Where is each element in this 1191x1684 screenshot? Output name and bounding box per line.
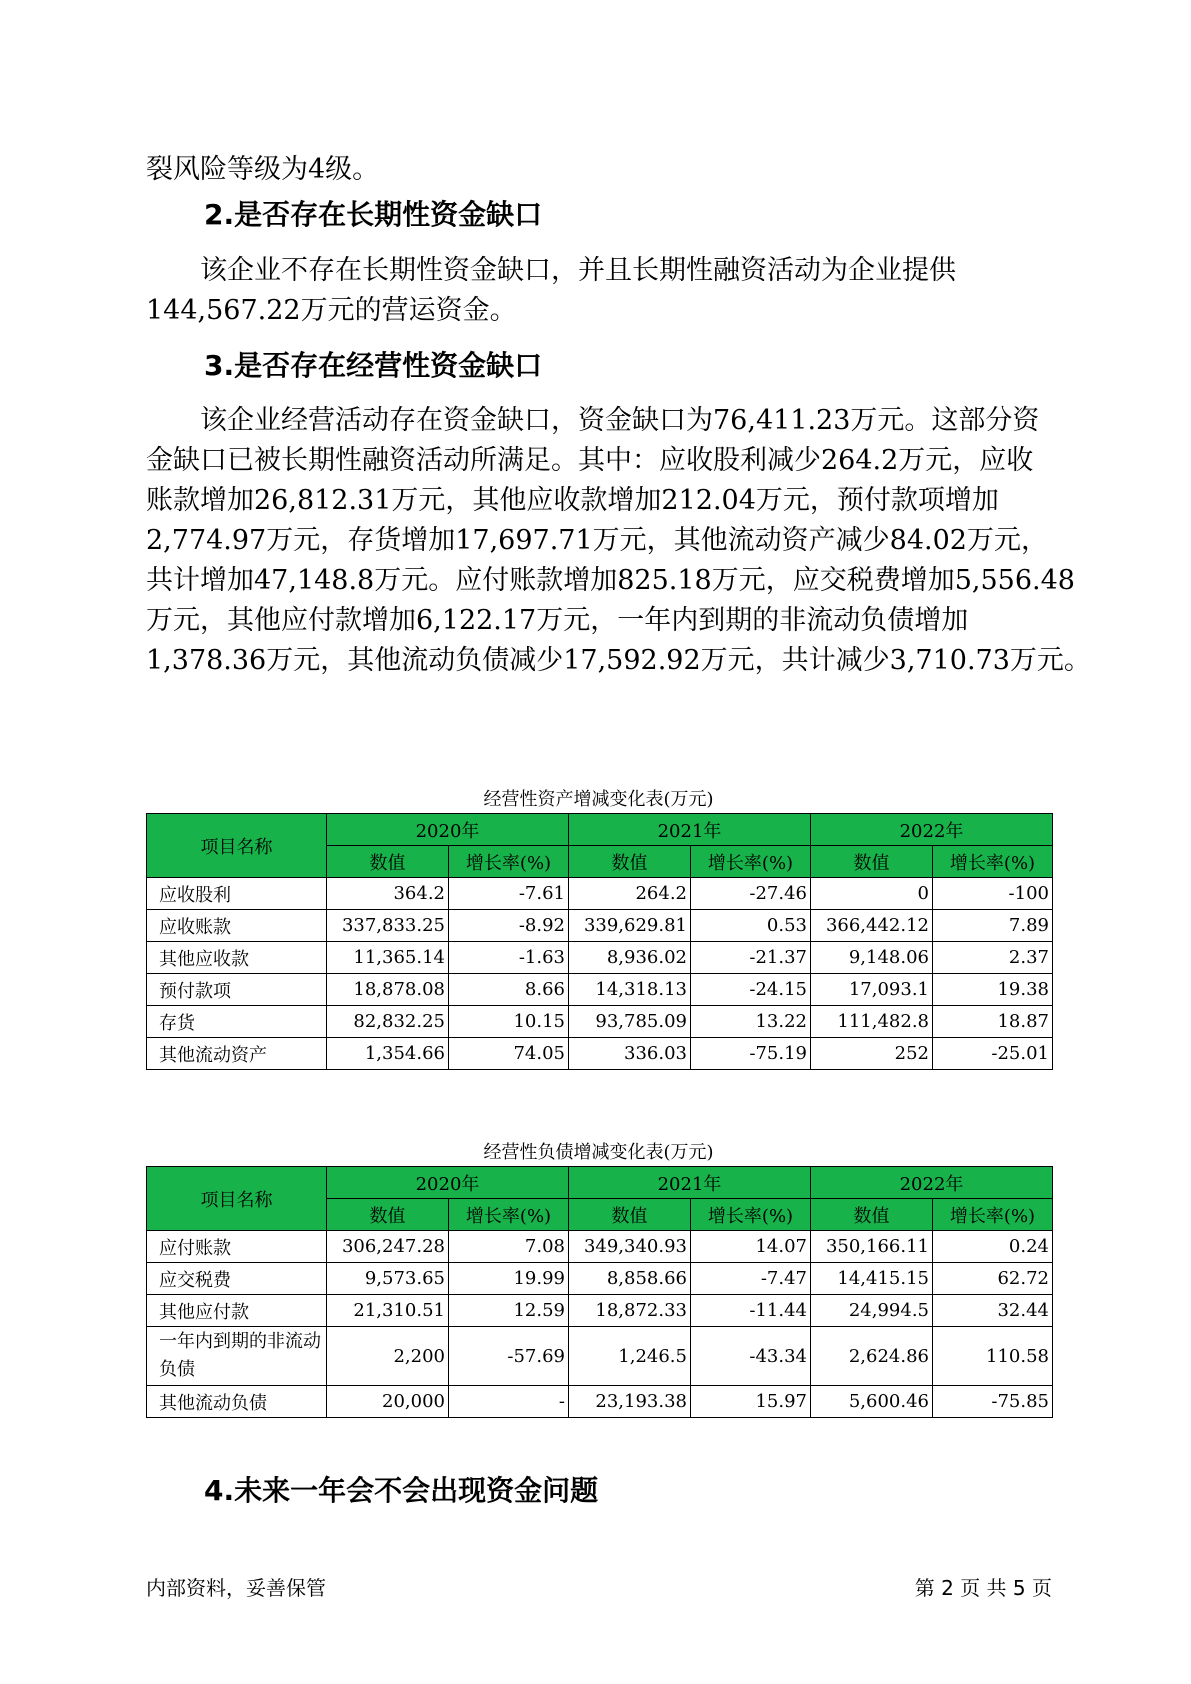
table-row	[147, 1327, 1053, 1386]
cell-value: 82,832.25	[327, 1006, 449, 1038]
section3-line: 共计增加47,148.8万元。应付账款增加825.18万元，应交税费增加5,556.48	[146, 565, 1075, 596]
cell-value: 2,624.86	[811, 1327, 933, 1386]
section3-line: 万元，其他应付款增加6,122.17万元，一年内到期的非流动负债增加	[146, 605, 969, 636]
cell-rate: 62.72	[933, 1263, 1053, 1295]
table-row	[147, 1386, 1053, 1418]
section3-line: 该企业经营活动存在资金缺口，资金缺口为76,411.23万元。这部分资	[200, 405, 1040, 436]
section3-line: 1,378.36万元，其他流动负债减少17,592.92万元，共计减少3,710.73万元。	[146, 645, 1091, 676]
cell-value: 9,148.06	[811, 942, 933, 974]
year-header: 2022年	[811, 1167, 1053, 1199]
cell-rate: 0.24	[933, 1231, 1053, 1263]
cell-rate: -7.61	[449, 878, 569, 910]
cell-value: 17,093.1	[811, 974, 933, 1006]
cell-value: 264.2	[569, 878, 691, 910]
cell-value: 8,858.66	[569, 1263, 691, 1295]
liability-table	[146, 1166, 1053, 1418]
cell-rate: 7.89	[933, 910, 1053, 942]
rate-header: 增长率(%)	[691, 1199, 811, 1231]
table-row	[147, 1006, 1053, 1038]
row-name: 其他流动负债	[147, 1386, 327, 1418]
year-header: 2020年	[327, 814, 569, 846]
cell-rate: 7.08	[449, 1231, 569, 1263]
value-header: 数值	[569, 846, 691, 878]
row-name: 其他流动资产	[147, 1038, 327, 1070]
cell-value: 306,247.28	[327, 1231, 449, 1263]
cell-value: 364.2	[327, 878, 449, 910]
cell-rate: -43.34	[691, 1327, 811, 1386]
rate-header: 增长率(%)	[691, 846, 811, 878]
cell-value: 111,482.8	[811, 1006, 933, 1038]
cell-value: 350,166.11	[811, 1231, 933, 1263]
cell-rate: 74.05	[449, 1038, 569, 1070]
section3-heading: 3.是否存在经营性资金缺口	[204, 349, 543, 382]
cell-value: 20,000	[327, 1386, 449, 1418]
section2-heading: 2.是否存在长期性资金缺口	[204, 198, 543, 231]
row-name: 应交税费	[147, 1263, 327, 1295]
cell-rate: 15.97	[691, 1386, 811, 1418]
cell-value: 337,833.25	[327, 910, 449, 942]
cell-rate: -25.01	[933, 1038, 1053, 1070]
cell-rate: 0.53	[691, 910, 811, 942]
cell-rate: -7.47	[691, 1263, 811, 1295]
cell-value: 93,785.09	[569, 1006, 691, 1038]
cell-value: 1,354.66	[327, 1038, 449, 1070]
cell-rate: 18.87	[933, 1006, 1053, 1038]
section2-paragraph	[146, 251, 1051, 331]
cell-rate: -24.15	[691, 974, 811, 1006]
cell-rate: -100	[933, 878, 1053, 910]
rate-header: 增长率(%)	[449, 1199, 569, 1231]
cell-value: 0	[811, 878, 933, 910]
cell-value: 11,365.14	[327, 942, 449, 974]
value-header: 数值	[811, 846, 933, 878]
value-header: 数值	[811, 1199, 933, 1231]
cell-rate: 14.07	[691, 1231, 811, 1263]
table-row	[147, 942, 1053, 974]
cell-value: 18,878.08	[327, 974, 449, 1006]
cell-value: 14,318.13	[569, 974, 691, 1006]
rate-header: 增长率(%)	[933, 1199, 1053, 1231]
row-name: 应付账款	[147, 1231, 327, 1263]
cell-rate: 2.37	[933, 942, 1053, 974]
section2-line: 该企业不存在长期性资金缺口，并且长期性融资活动为企业提供	[200, 255, 956, 286]
cell-value: 14,415.15	[811, 1263, 933, 1295]
row-name: 应收股利	[147, 878, 327, 910]
footer-confidential-note: 内部资料，妥善保管	[146, 1576, 326, 1600]
asset-table-caption: 经营性资产增减变化表(万元)	[483, 789, 714, 810]
row-name: 存货	[147, 1006, 327, 1038]
cell-value: 21,310.51	[327, 1295, 449, 1327]
cell-rate: -11.44	[691, 1295, 811, 1327]
cell-value: 2,200	[327, 1327, 449, 1386]
cell-rate: -	[449, 1386, 569, 1418]
row-name: 一年内到期的非流动负债	[147, 1327, 327, 1386]
cell-rate: -75.19	[691, 1038, 811, 1070]
table-row	[147, 910, 1053, 942]
section3-line: 账款增加26,812.31万元，其他应收款增加212.04万元，预付款项增加	[146, 485, 999, 516]
table-header-row	[147, 1167, 1053, 1199]
cell-value: 23,193.38	[569, 1386, 691, 1418]
cell-value: 349,340.93	[569, 1231, 691, 1263]
name-header: 项目名称	[147, 1167, 327, 1231]
cell-rate: 10.15	[449, 1006, 569, 1038]
table-row	[147, 1295, 1053, 1327]
value-header: 数值	[327, 846, 449, 878]
row-name: 其他应收款	[147, 942, 327, 974]
section3-paragraph	[146, 401, 1091, 681]
cell-rate: 19.38	[933, 974, 1053, 1006]
year-header: 2022年	[811, 814, 1053, 846]
cell-value: 336.03	[569, 1038, 691, 1070]
table-row	[147, 1038, 1053, 1070]
year-header: 2021年	[569, 814, 811, 846]
cell-value: 9,573.65	[327, 1263, 449, 1295]
footer-page-number: 第 2 页 共 5 页	[914, 1576, 1052, 1600]
cell-value: 339,629.81	[569, 910, 691, 942]
cell-rate: 110.58	[933, 1327, 1053, 1386]
cell-value: 18,872.33	[569, 1295, 691, 1327]
cell-rate: 12.59	[449, 1295, 569, 1327]
cell-value: 366,442.12	[811, 910, 933, 942]
cell-value: 1,246.5	[569, 1327, 691, 1386]
rate-header: 增长率(%)	[933, 846, 1053, 878]
cell-rate: 8.66	[449, 974, 569, 1006]
cell-rate: -21.37	[691, 942, 811, 974]
cell-rate: 19.99	[449, 1263, 569, 1295]
cell-rate: -75.85	[933, 1386, 1053, 1418]
year-header: 2021年	[569, 1167, 811, 1199]
table-row	[147, 1231, 1053, 1263]
rate-header: 增长率(%)	[449, 846, 569, 878]
table-row	[147, 878, 1053, 910]
cell-rate: -8.92	[449, 910, 569, 942]
cell-value: 252	[811, 1038, 933, 1070]
row-name: 应收账款	[147, 910, 327, 942]
asset-table	[146, 813, 1053, 1070]
section4-heading: 4.未来一年会不会出现资金问题	[204, 1474, 599, 1507]
value-header: 数值	[327, 1199, 449, 1231]
section3-line: 2,774.97万元，存货增加17,697.71万元，其他流动资产减少84.02万元，	[146, 525, 1048, 556]
row-name: 其他应付款	[147, 1295, 327, 1327]
table-row	[147, 974, 1053, 1006]
cell-value: 5,600.46	[811, 1386, 933, 1418]
intro-paragraph	[146, 150, 1051, 190]
name-header: 项目名称	[147, 814, 327, 878]
liability-table-caption: 经营性负债增减变化表(万元)	[483, 1142, 714, 1163]
cell-value: 24,994.5	[811, 1295, 933, 1327]
cell-rate: -27.46	[691, 878, 811, 910]
row-name: 预付款项	[147, 974, 327, 1006]
intro-line: 裂风险等级为4级。	[146, 154, 380, 185]
cell-rate: -1.63	[449, 942, 569, 974]
value-header: 数值	[569, 1199, 691, 1231]
section3-line: 金缺口已被长期性融资活动所满足。其中：应收股利减少264.2万元，应收	[146, 445, 1034, 476]
cell-rate: 32.44	[933, 1295, 1053, 1327]
cell-rate: -57.69	[449, 1327, 569, 1386]
section2-line: 144,567.22万元的营运资金。	[146, 295, 517, 326]
year-header: 2020年	[327, 1167, 569, 1199]
table-row	[147, 1263, 1053, 1295]
cell-rate: 13.22	[691, 1006, 811, 1038]
cell-value: 8,936.02	[569, 942, 691, 974]
table-header-row	[147, 814, 1053, 846]
